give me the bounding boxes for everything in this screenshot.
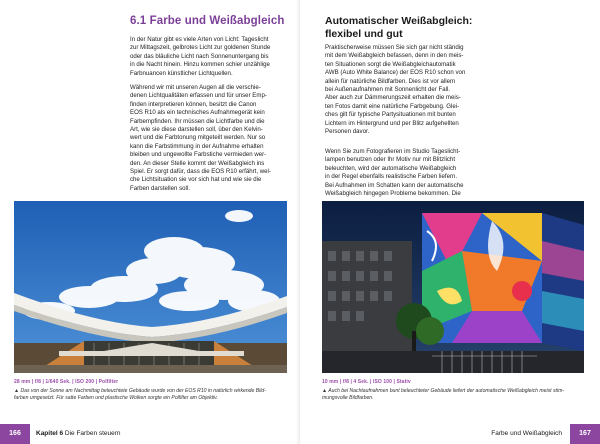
exif-info: 10 mm | f/8 | 4 Sek. | ISO 100 | Stativ — [322, 379, 411, 385]
section-heading: 6.1 Farbe und Weißabgleich — [130, 15, 285, 27]
right-page — [300, 0, 600, 444]
chapter-number: Kapitel 6 — [36, 430, 64, 437]
chapter-label — [36, 430, 121, 437]
subsection-heading — [325, 15, 485, 41]
page-number: 166 — [0, 424, 30, 444]
section-label: Farbe und Weißabgleich — [491, 430, 562, 437]
right-paragraph-2: Wenn Sie zum Fotografieren im Studio Tageslicht- lampen benutzen oder Ihr Motiv nur mit Blitzlicht beleuchten, wird der automatische Weißabgleich in der Regel ebenfalls realistische Farben liefern. Bei Aufnahmen im Schatten kann der automatische Weißabgleich hingegen Probleme bekommen. Die — [325, 148, 464, 198]
subsection-heading-line-2: flexibel und gut — [325, 28, 403, 40]
exif-info: 28 mm | f/8 | 1/640 Sek. | ISO 200 | Polfilter — [14, 379, 119, 385]
page-footer — [300, 424, 600, 444]
page-footer — [0, 424, 300, 444]
building-daylight-photo — [14, 201, 287, 373]
chapter-title: Die Farben steuern — [64, 430, 121, 437]
page-number: 167 — [570, 424, 600, 444]
right-paragraph-1: Praktischerweise müssen Sie sich gar nicht ständig mit dem Weißabgleich befassen, denn in den meis- ten Situationen sorgt die Weißabgleichautomatik AWB (Auto White Balance) der EOS R10 schon von allein für natürliche Bildfarben. Dies ist vor allem bei Außenaufnahmen mit Sonnenlicht der Fall. Aber auch zur Dämmerungszeit erhalten die meis- ten Fotos damit eine natürliche Farbgebung. Glei- ches gilt für typische Partysituationen mit bunten Lichtern im Hintergrund und per Blitz aufgehellten Personen davor. — [325, 44, 466, 136]
photo-caption: ▲ Das von der Sonne am Nachmittag beleuchtete Gebäude wurde von der EOS R10 in natürlich wirkende Bild- farben umgesetzt. Für satte Farben und plastische Wolken sorgte ein Polfilter am Objektiv. — [14, 388, 266, 402]
left-paragraph-2: Während wir mit unseren Augen all die verschie- denen Lichtqualitäten erfassen und für unser Emp- finden interpretieren können, besitzt die Canon EOS R10 als ein technisches Aufnahmegerät kein Farbempfinden. Ihr müssen die Lichtfarbe und die Art, wie sie diese darstellen soll, über den Kelvin- wert und die Farbtonung mitgeteilt werden. Nur so kann die Farbstimmung in der Aufnahme erhalten bleiben und ungewollte Farbstiche vermieden wer- den. An dieser Stelle kommt der Weißabgleich ins Spiel. Er sorgt dafür, dass die EOS R10 erfährt, wel- che Lichtsituation sie vor sich hat und wie sie die Farben darstellen soll. — [130, 84, 271, 192]
subsection-heading-line-1: Automatischer Weißabgleich: — [325, 15, 473, 27]
photo-caption: ▲ Auch bei Nachtaufnahmen bunt beleuchteter Gebäude liefert der automatische Weißabgleich meist stim- mungsvolle Bildfarben. — [322, 388, 565, 402]
left-paragraph-1: In der Natur gibt es viele Arten von Licht: Tageslicht zur Mittagszeit, gelbrotes Licht zur goldenen Stunde oder das bläuliche Licht nach Sonnenuntergang bis in die Nacht hinein. Hinzu kommen schier unzählige Farbnuancen künstlicher Lichtquellen. — [130, 36, 271, 77]
building-night-photo — [322, 201, 584, 373]
